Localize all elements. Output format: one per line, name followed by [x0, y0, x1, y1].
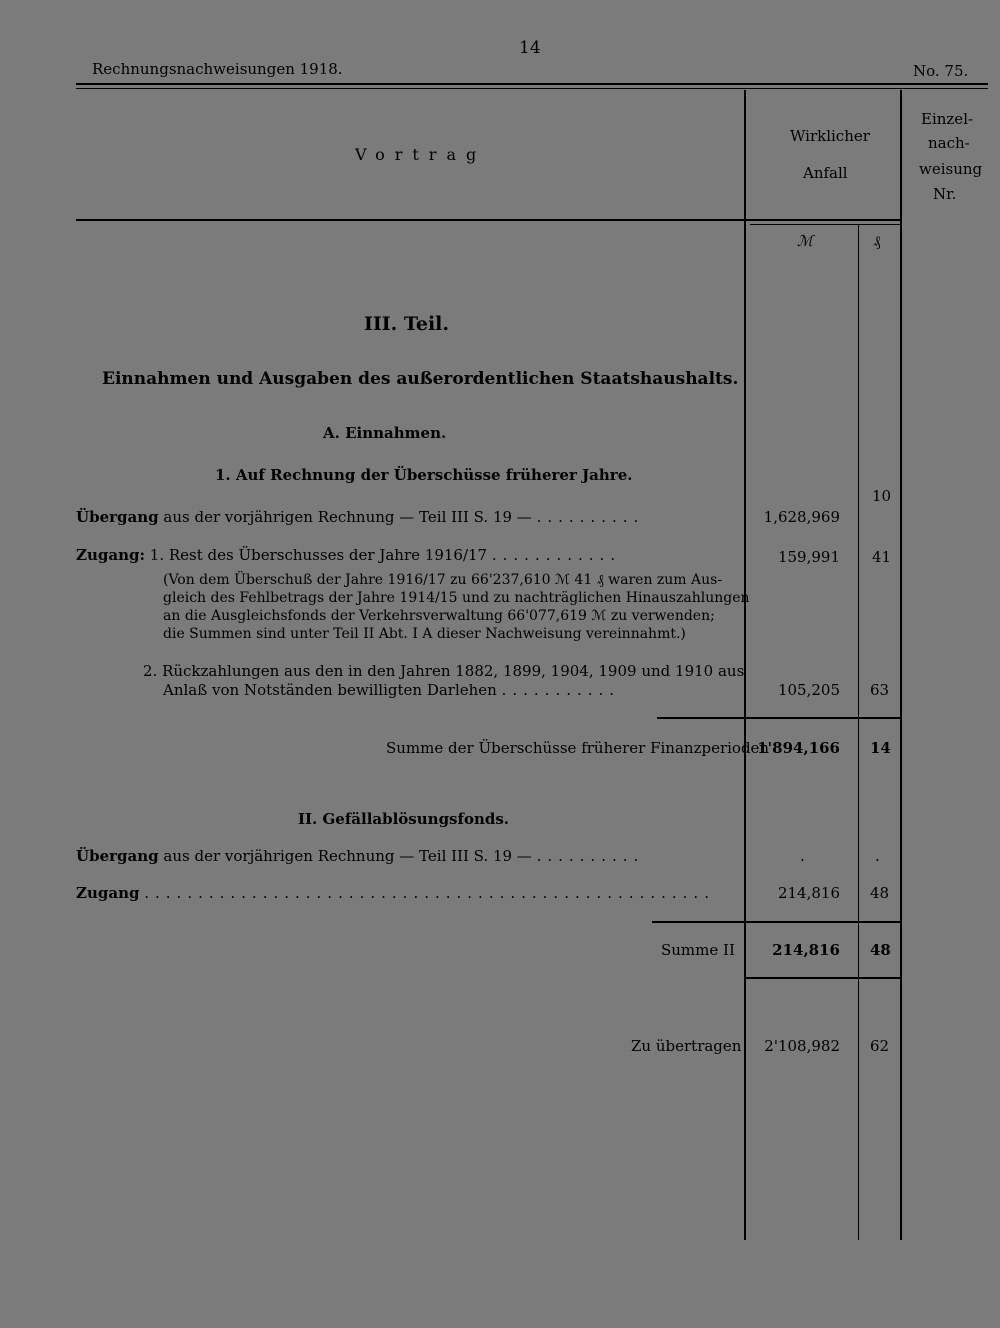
zugang-item-2-text: Anlaß von Notständen bewilligten Darlehen: [163, 681, 497, 699]
sum-1-mark: 1'894,166: [757, 739, 840, 757]
dot-leader: ..........: [536, 508, 645, 526]
running-head: Rechnungsnachweisungen 1918.: [92, 60, 343, 78]
zugang-item-2-line-2: [163, 681, 620, 699]
zugang-item-2-pf: 63: [870, 681, 890, 699]
zugang-row-1: [76, 546, 621, 564]
uebergang-row-2: [76, 847, 644, 865]
zugang-row-2: [76, 884, 715, 902]
uebergang-row-1: [76, 508, 644, 526]
uebergang-text: aus der vorjährigen Rechnung — Teil III S. 19 —: [163, 508, 532, 526]
dot-leader: ...........: [501, 681, 621, 699]
carry-forward-label: Zu übertragen: [631, 1037, 742, 1055]
column-head-anfall: Anfall: [803, 164, 848, 182]
column-head-einzel-1: Einzel-: [921, 110, 974, 128]
part-title: Einnahmen und Ausgaben des außerordentlichen Staatshaushalts.: [102, 369, 739, 389]
uebergang-text: aus der vorjährigen Rechnung — Teil III S. 19 —: [163, 847, 532, 865]
sum-2-label: Summe II: [661, 941, 735, 959]
sum-2-mark: 214,816: [772, 941, 840, 959]
column-head-wirklicher: Wirklicher: [790, 127, 870, 145]
carry-forward-mark: 2'108,982: [764, 1037, 840, 1055]
uebergang-1-pf: 10: [872, 487, 892, 505]
column-rule-pf-left: [858, 224, 859, 1240]
column-rule-nr-left: [900, 90, 902, 1240]
section-a-heading: A. Einnahmen.: [323, 424, 447, 442]
uebergang-2-mark: .: [800, 847, 805, 865]
mark-unit-label: ℳ: [797, 232, 814, 250]
subsection-1-heading: 1. Auf Rechnung der Überschüsse früherer Jahre.: [215, 466, 633, 484]
zugang-item-1-pf: 41: [872, 548, 892, 566]
uebergang-lead: Übergang: [76, 508, 159, 526]
column-rule-amount-left: [744, 90, 746, 1240]
carry-forward-pf: 62: [870, 1037, 890, 1055]
zugang-lead: Zugang:: [76, 546, 145, 564]
zugang-lead: Zugang: [76, 884, 140, 902]
sum-2-pf: 48: [870, 941, 891, 959]
sum-1-pf: 14: [870, 739, 891, 757]
column-head-vortrag: Vortrag: [355, 145, 487, 164]
zugang-2-mark: 214,816: [777, 884, 840, 902]
column-head-einzel-4: Nr.: [933, 185, 957, 203]
pfennig-unit-label: ₰: [873, 232, 881, 250]
zugang-item-2-mark: 105,205: [777, 681, 840, 699]
zugang-item-1: 1. Rest des Überschusses der Jahre 1916/17: [149, 546, 488, 564]
note-line-1: (Von dem Überschuß der Jahre 1916/17 zu 66'237,610 ℳ 41 ₰ waren zum Aus-: [163, 572, 723, 588]
table-head-rule-thin: [750, 224, 902, 225]
sum-1-label: Summe der Überschüsse früherer Finanzperioden: [386, 739, 770, 757]
uebergang-1-mark: 1,628,969: [763, 508, 840, 526]
header-rule-top: [76, 83, 988, 85]
document-number: No. 75.: [913, 62, 969, 80]
zugang-2-pf: 48: [870, 884, 890, 902]
uebergang-lead: Übergang: [76, 847, 159, 865]
zugang-item-1-mark: 159,991: [777, 548, 840, 566]
dot-leader: ............: [491, 546, 622, 564]
column-head-einzel-3: weisung: [919, 160, 983, 178]
uebergang-2-pf: .: [875, 847, 880, 865]
table-head-rule: [76, 219, 902, 221]
page-number: 14: [519, 38, 541, 58]
header-rule-bottom: [76, 88, 988, 89]
part-heading: III. Teil.: [364, 313, 449, 335]
subsection-2-heading: II. Gefällablösungsfonds.: [298, 810, 510, 828]
sum-rule-3: [744, 977, 900, 979]
dot-leader: .....................................................: [144, 884, 715, 902]
zugang-item-2-line-1: 2. Rückzahlungen aus den in den Jahren 1882, 1899, 1904, 1909 und 1910 aus: [143, 662, 745, 680]
sum-rule-2: [652, 921, 900, 923]
note-line-4: die Summen sind unter Teil II Abt. I A dieser Nachweisung vereinnahmt.): [163, 626, 686, 642]
note-line-3: an die Ausgleichsfonds der Verkehrsverwaltung 66'077,619 ℳ zu verwenden;: [163, 608, 715, 624]
dot-leader: ..........: [536, 847, 645, 865]
column-head-einzel-2: nach-: [928, 134, 970, 152]
sum-rule-1: [657, 717, 900, 719]
note-line-2: gleich des Fehlbetrags der Jahre 1914/15 und zu nachträglichen Hinauszahlungen: [163, 590, 750, 606]
